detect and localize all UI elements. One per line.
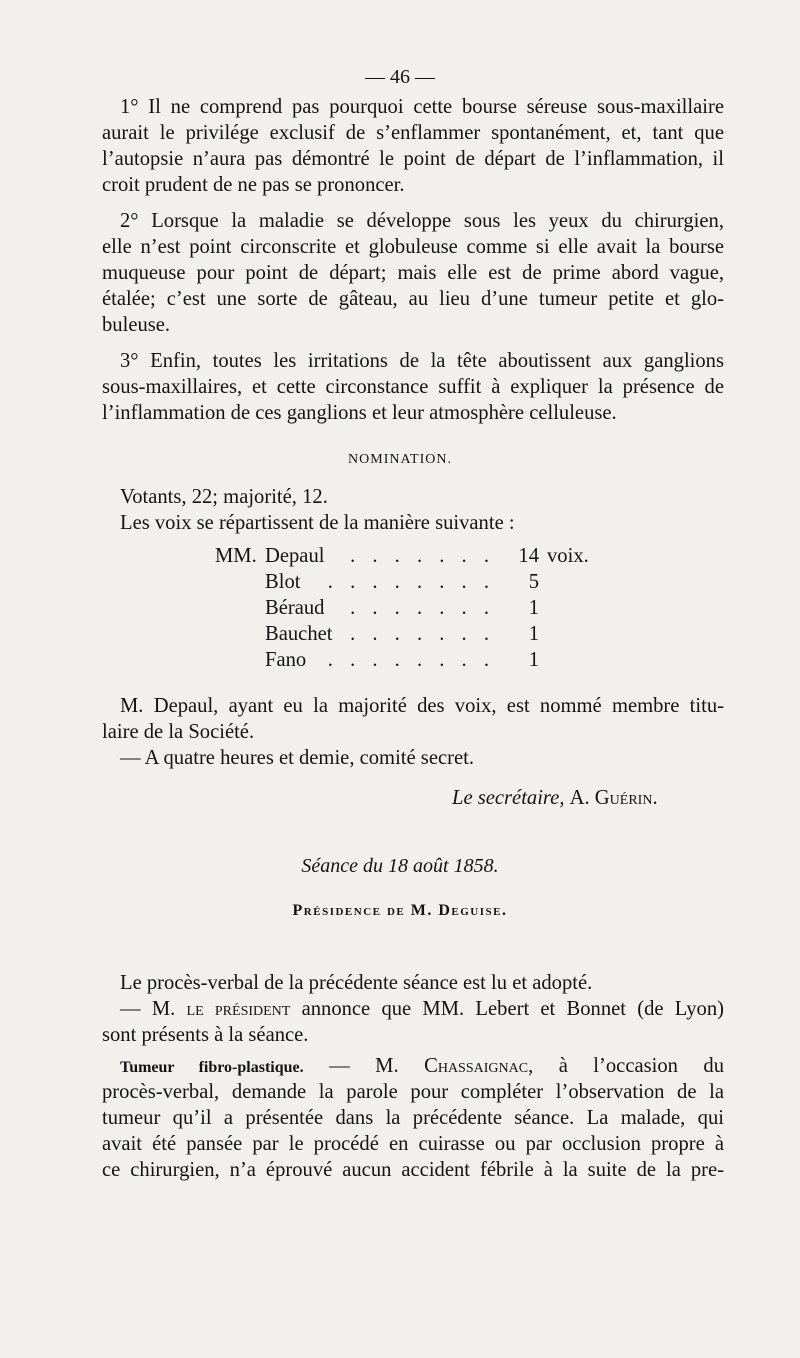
text-line: muqueuse pour point de départ; mais elle est de prime abord vague, (102, 262, 724, 284)
vote-unit: voix. (547, 545, 589, 567)
text-line: l’autopsie n’aura pas démontré le point de départ de l’inflammation, il (102, 148, 724, 170)
vote-leader: . . . . . . . (350, 545, 495, 567)
votants-line: Votants, 22; majorité, 12. (120, 486, 328, 508)
vote-row (215, 569, 635, 595)
paragraph-2 (102, 208, 724, 338)
text-line: 3° Enfin, toutes les irritations de la tête aboutissent aux ganglions (120, 350, 724, 372)
repartition-line: Les voix se répartissent de la manière suivante : (120, 512, 515, 534)
seance-body (102, 970, 724, 1048)
proces-verbal-line: Le procès-verbal de la précédente séance est lu et adopté. (120, 972, 593, 994)
tumeur-heading: Tumeur fibro-plastique. (120, 1059, 304, 1076)
vote-count: 1 (528, 623, 539, 645)
presidence-heading: Présidence de M. Deguise. (292, 902, 508, 919)
vote-row (215, 647, 635, 673)
text-line: l’inflammation de ces ganglions et leur atmosphère celluleuse. (102, 402, 617, 424)
vote-count: 14 (518, 545, 539, 567)
text-line: 1° Il ne comprend pas pourquoi cette bourse séreuse sous-maxillaire (120, 96, 724, 118)
text-line: laire de la Société. (102, 721, 255, 743)
president-line (102, 996, 724, 1022)
vote-name: Bauchet (265, 623, 333, 645)
text-line: elle n’est point circonscrite et globuleuse comme si elle avait la bourse (102, 236, 724, 258)
votes-table (215, 543, 635, 673)
president-label: — M. le président (120, 998, 291, 1020)
paragraph-1 (102, 94, 724, 198)
depaul-result (102, 693, 724, 771)
comite-line: — A quatre heures et demie, comité secret. (120, 747, 474, 769)
text-line: buleuse. (102, 314, 171, 336)
vote-leader: . . . . . . . (350, 597, 495, 619)
vote-row (215, 621, 635, 647)
vote-name: Fano (265, 649, 307, 671)
vote-leader: . . . . . . . . (327, 649, 495, 671)
tumeur-speaker: — M. Chassaignac (329, 1055, 529, 1077)
president-text: annonce que MM. Lebert et Bonnet (de Lyon) (290, 998, 724, 1020)
tumeur-paragraph (102, 1053, 724, 1183)
signature-name: A. Guérin. (569, 787, 658, 809)
signature-role: Le secrétaire (452, 787, 560, 809)
vote-name: Blot (265, 571, 301, 593)
tumeur-first-line (102, 1053, 724, 1079)
vote-prefix: MM. (215, 545, 257, 567)
text-line: sont présents à la séance. (102, 1024, 309, 1046)
vote-row (215, 595, 635, 621)
tumeur-text: , à l’occasion du (528, 1055, 724, 1077)
vote-name: Béraud (265, 597, 325, 619)
vote-name: Depaul (265, 545, 325, 567)
page-number: — 46 — (365, 66, 435, 88)
text-line: ce chirurgien, n’a éprouvé aucun accident fébrile à la suite de la pre- (102, 1159, 724, 1181)
signature: Le secrétaire, A. Guérin. (452, 787, 658, 809)
votes-intro (102, 484, 724, 536)
paragraph-3 (102, 348, 724, 426)
text-line: procès-verbal, demande la parole pour compléter l’observation de la (102, 1081, 724, 1103)
text-line: M. Depaul, ayant eu la majorité des voix, est nommé membre titu- (120, 695, 724, 717)
text-line: 2° Lorsque la maladie se développe sous les yeux du chirurgien, (120, 210, 724, 232)
text-line: avait été pansée par le procédé en cuirasse ou par occlusion propre à (102, 1133, 724, 1155)
vote-count: 1 (528, 597, 539, 619)
vote-count: 1 (528, 649, 539, 671)
vote-leader: . . . . . . . . (327, 571, 495, 593)
text-line: aurait le privilége exclusif de s’enflammer spontanément, et, tant que (102, 122, 724, 144)
nomination-heading: NOMINATION. (348, 452, 452, 467)
text-line: étalée; c’est une sorte de gâteau, au lieu d’une tumeur petite et glo- (102, 288, 724, 310)
text-line: croit prudent de ne pas se prononcer. (102, 174, 405, 196)
vote-leader: . . . . . . . (350, 623, 495, 645)
vote-count: 5 (528, 571, 539, 593)
vote-row (215, 543, 635, 569)
text-line: tumeur qu’il a présentée dans la précédente séance. La malade, qui (102, 1107, 724, 1129)
text-line: sous-maxillaires, et cette circonstance suffit à expliquer la présence de (102, 376, 724, 398)
seance-title: Séance du 18 août 1858. (301, 855, 499, 877)
